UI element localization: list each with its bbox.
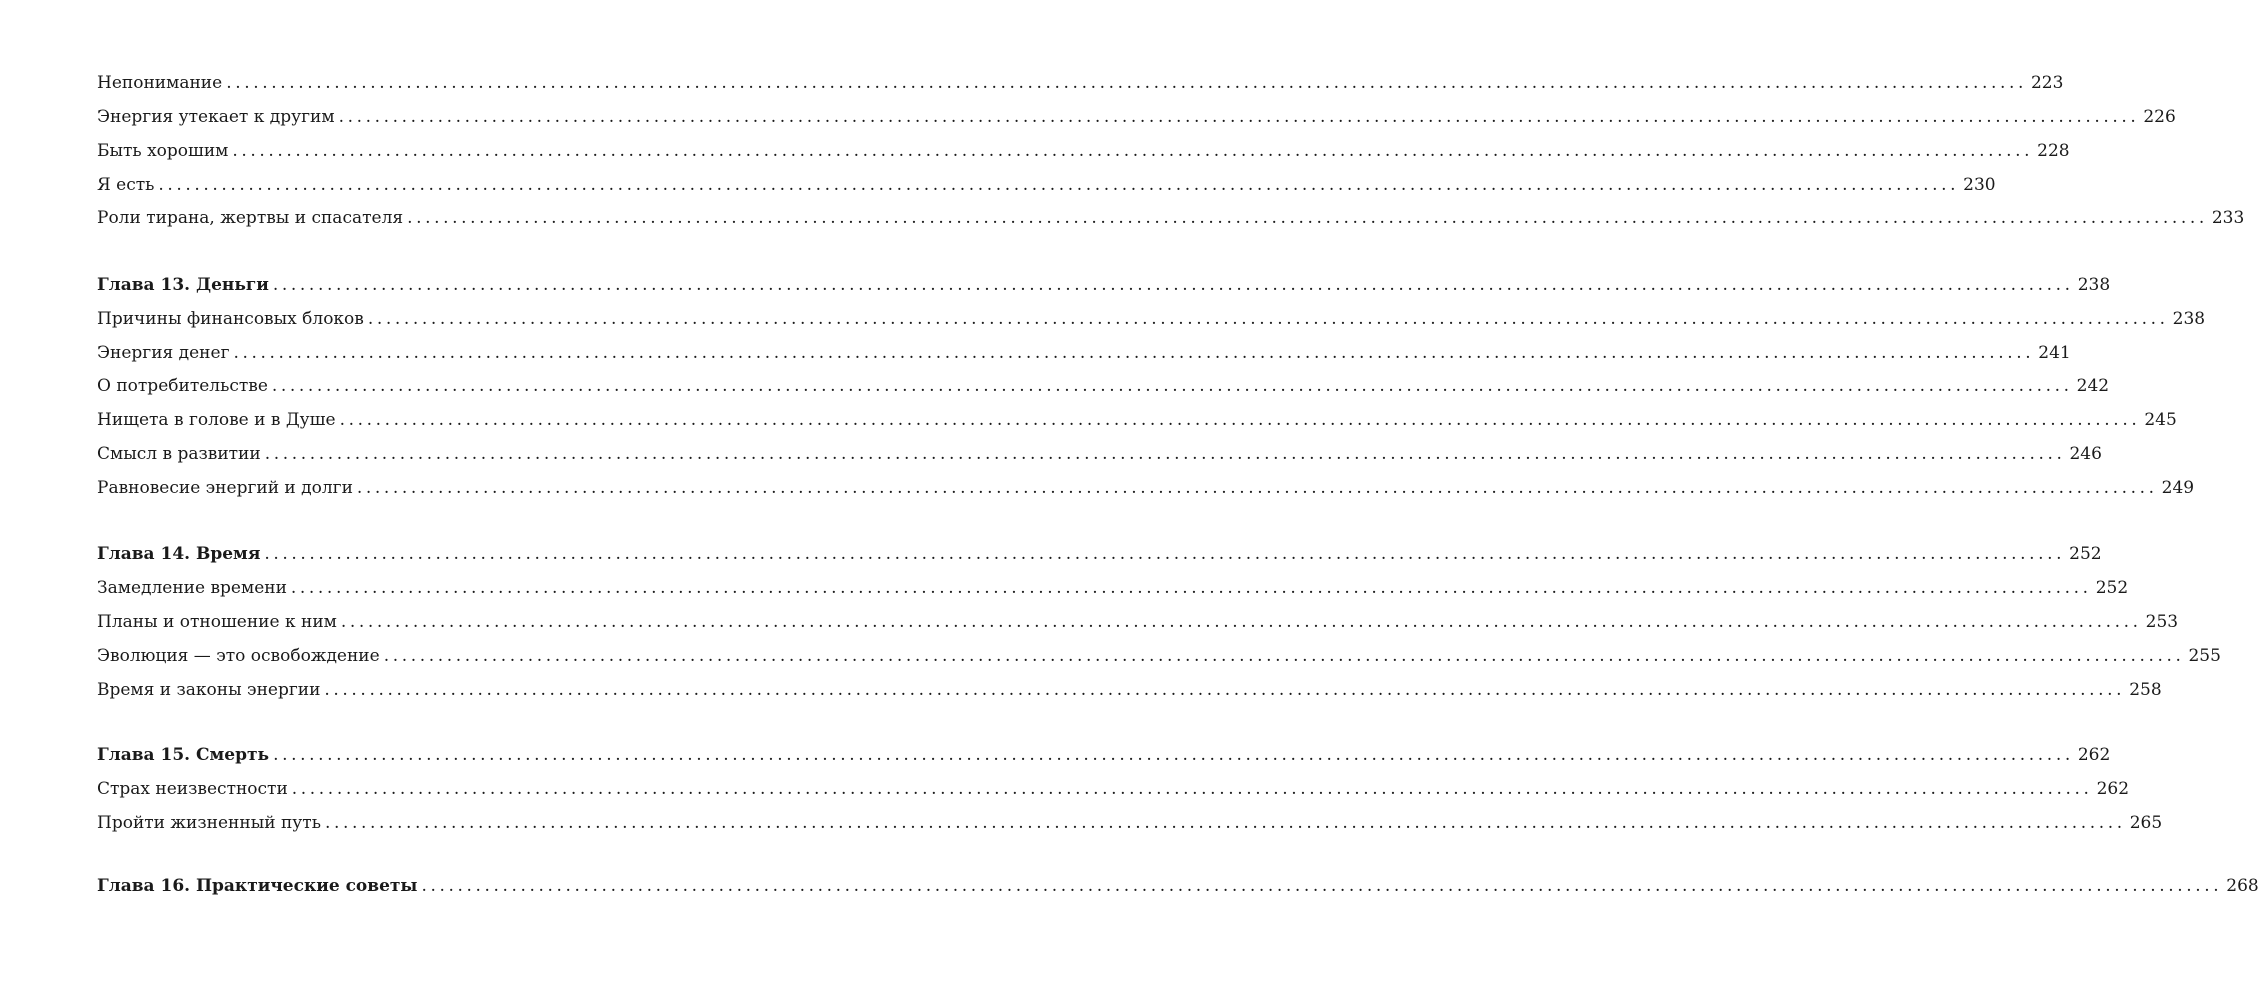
toc-entry[interactable] [97, 476, 2195, 500]
dot-leader: ........................................................................................................................................................................................................ [339, 410, 2141, 430]
toc-entry[interactable] [97, 678, 2162, 702]
toc-chapter-title: Глава 15. Смерть [97, 745, 270, 765]
toc-entry-page: 233 [2211, 208, 2245, 228]
toc-entry-page: 255 [2188, 646, 2221, 666]
toc-entry[interactable] [97, 408, 2177, 432]
toc-entry-title: Смысл в развитии [97, 444, 261, 464]
dot-leader: ........................................................................................................................................................................................................ [226, 73, 2027, 93]
toc-entry-title: Непонимание [97, 73, 223, 93]
toc-entry[interactable] [97, 374, 2110, 398]
toc-chapter-title: Глава 13. Деньги [97, 275, 269, 295]
toc-entry-page: 238 [2172, 309, 2206, 329]
dot-leader: ........................................................................................................................................................................................................ [324, 813, 2126, 833]
toc-entry[interactable] [97, 105, 2176, 129]
dot-leader: ........................................................................................................................................................................................................ [233, 343, 2035, 363]
toc-entry[interactable] [97, 71, 2064, 95]
toc-entry-title: Планы и отношение к ним [97, 612, 337, 632]
toc-entry-page: 226 [2143, 107, 2176, 127]
toc-entry-page: 268 [2226, 876, 2259, 896]
toc-entry-title: О потребительстве [97, 376, 268, 396]
dot-leader: ........................................................................................................................................................................................................ [421, 876, 2223, 896]
toc-entry-title: Быть хорошим [97, 141, 229, 161]
dot-leader: ........................................................................................................................................................................................................ [356, 478, 2158, 498]
toc-entry[interactable] [97, 644, 2221, 668]
toc-chapter-title: Глава 16. Практические советы [97, 876, 418, 896]
toc-entry-page: 238 [2077, 275, 2111, 295]
toc-entry-page: 246 [2069, 444, 2102, 464]
toc-entry-page: 262 [2096, 779, 2130, 799]
dot-leader: ........................................................................................................................................................................................................ [340, 612, 2142, 632]
toc-entry-page: 223 [2030, 73, 2064, 93]
toc-entry-title: Энергия утекает к другим [97, 107, 335, 127]
toc-entry-page: 228 [2037, 141, 2070, 161]
dot-leader: ........................................................................................................................................................................................................ [291, 779, 2093, 799]
dot-leader: ........................................................................................................................................................................................................ [367, 309, 2169, 329]
dot-leader: ........................................................................................................................................................................................................ [407, 208, 2208, 228]
toc-chapter-title: Глава 14. Время [97, 544, 261, 564]
dot-leader: ........................................................................................................................................................................................................ [338, 107, 2140, 127]
toc-chapter-15[interactable] [97, 743, 2111, 767]
dot-leader: ........................................................................................................................................................................................................ [158, 175, 1960, 195]
toc-entry-title: Равновесие энергий и долги [97, 478, 353, 498]
toc-entry-title: Замедление времени [97, 578, 287, 598]
toc-entry-page: 242 [2076, 376, 2110, 396]
toc-entry-title: Пройти жизненный путь [97, 813, 321, 833]
toc-entry-title: Роли тирана, жертвы и спасателя [97, 208, 404, 228]
toc-entry-page: 262 [2077, 745, 2111, 765]
toc-entry-title: Энергия денег [97, 343, 230, 363]
toc-entry-page: 258 [2129, 680, 2162, 700]
toc-chapter-14[interactable] [97, 542, 2102, 566]
dot-leader: ........................................................................................................................................................................................................ [271, 376, 2073, 396]
toc-entry[interactable] [97, 139, 2070, 163]
toc-entry-title: Причины финансовых блоков [97, 309, 364, 329]
toc-entry-page: 252 [2095, 578, 2129, 598]
dot-leader: ........................................................................................................................................................................................................ [324, 680, 2126, 700]
toc-entry[interactable] [97, 206, 2245, 230]
toc-entry[interactable] [97, 576, 2129, 600]
toc-entry[interactable] [97, 307, 2206, 331]
dot-leader: ........................................................................................................................................................................................................ [273, 745, 2074, 765]
toc-entry-title: Эволюция — это освобождение [97, 646, 380, 666]
toc-entry-title: Страх неизвестности [97, 779, 288, 799]
toc-entry-page: 241 [2038, 343, 2071, 363]
dot-leader: ........................................................................................................................................................................................................ [383, 646, 2185, 666]
toc-entry-title: Я есть [97, 175, 155, 195]
toc-entry[interactable] [97, 341, 2071, 365]
toc-entry[interactable] [97, 610, 2179, 634]
toc-entry-page: 230 [1963, 175, 1996, 195]
dot-leader: ........................................................................................................................................................................................................ [290, 578, 2092, 598]
toc-entry-page: 253 [2145, 612, 2179, 632]
toc-entry-page: 265 [2129, 813, 2163, 833]
toc-chapter-16[interactable] [97, 874, 2259, 898]
toc-entry[interactable] [97, 777, 2130, 801]
toc-entry-page: 252 [2069, 544, 2102, 564]
toc-entry[interactable] [97, 442, 2102, 466]
toc-entry-page: 245 [2144, 410, 2177, 430]
toc-entry-page: 249 [2161, 478, 2195, 498]
dot-leader: ........................................................................................................................................................................................................ [264, 444, 2066, 464]
dot-leader: ........................................................................................................................................................................................................ [272, 275, 2074, 295]
toc-entry-title: Время и законы энергии [97, 680, 321, 700]
dot-leader: ........................................................................................................................................................................................................ [264, 544, 2066, 564]
toc-entry-title: Нищета в голове и в Душе [97, 410, 336, 430]
toc-chapter-13[interactable] [97, 273, 2111, 297]
toc-entry[interactable] [97, 811, 2163, 835]
toc-entry[interactable] [97, 173, 1996, 197]
dot-leader: ........................................................................................................................................................................................................ [232, 141, 2034, 161]
